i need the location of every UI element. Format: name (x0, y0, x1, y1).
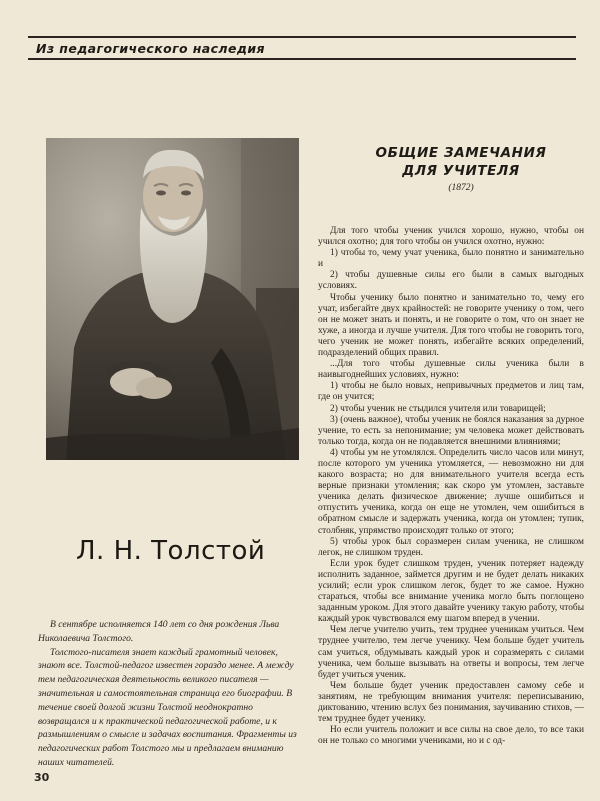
author-name: Л. Н. Толстой (76, 536, 266, 566)
article-paragraph: Чтобы ученику было понятно и занимательно то, чему его учат, избегайте двух крайностей: не говорите ученику о том, чего он не может знать и понять, и не говорите о том, что он знает не хуже, а иногда и лучше учителя. Для того чтобы не говорить того, чего ученик не может понять, избегайте всяких определений, подразделений общих правил. (318, 292, 584, 359)
header-rule-bottom (28, 58, 576, 60)
article-paragraph: Но если учитель положит и все силы на свое дело, то все таки он не только со многими учениками, но и с од- (318, 725, 584, 747)
article-paragraph: 3) (очень важное), чтобы ученик не боялся наказания за дурное учение, то есть за непонимание; ум человека может действовать только тогда, когда он не подавляется внешними влияниями; (318, 414, 584, 447)
article-title (318, 144, 600, 180)
article-title-line: ОБЩИЕ ЗАМЕЧАНИЯ (375, 145, 547, 161)
article-paragraph: Чем больше будет ученик предоставлен самому себе и занятиям, не требующим внимания учителя: переписыванию, диктованию, чтению вслух без понимания, заучиванию стихов, — тем труднее будет ученику. (318, 680, 584, 725)
intro-text (38, 618, 298, 770)
intro-paragraph: Толстого-писателя знает каждый грамотный человек, знают все. Толстой-педагог известен гораздо менее. А между тем педагогическая деятельность великого писателя — значительная и самостоятельная страница его биографии. В течение своей долгой жизни Толстой неоднократно возвращался и к практической педагогической работе, и к размышлениям о смысле и задачах воспитания. Фрагменты из педагогических работ Толстого мы и предлагаем вниманию наших читателей. (38, 646, 297, 768)
section-rubric: Из педагогического наследия (36, 41, 265, 56)
article-paragraph: 4) чтобы ум не утомлялся. Определить число часов или минут, после которого ум ученика утомляется, — невозможно ни для какого возраста; но для внимательного учителя всегда есть верные признаки утомления; как скоро ум утомлен, заставьте ученика делать физическое движение; лучше ошибиться и отпустить ученика, когда он еще не утомлен, чем ошибиться в обратном смысле и задержать ученика, когда он утомлен; тупик, столбняк, упрямство происходят только от этого; (318, 447, 584, 536)
article-year: (1872) (448, 183, 474, 193)
portrait-photo (46, 138, 299, 460)
article-paragraph: 2) чтобы ученик не стыдился учителя или товарищей; (330, 403, 546, 414)
page-number: 30 (34, 771, 50, 784)
article-paragraph: 5) чтобы урок был соразмерен силам ученика, не слишком легок, не слишком труден. (318, 536, 584, 558)
article-paragraph: 1) чтобы не было новых, непривычных предметов и лиц там, где он учится; (318, 381, 584, 403)
article-paragraph: ...Для того чтобы душевные силы ученика были в наивыгоднейших условиях, нужно: (318, 359, 584, 381)
article-paragraph: 1) чтобы то, чему учат ученика, было понятно и занимательно и (318, 248, 584, 270)
article-title-line: ДЛЯ УЧИТЕЛЯ (402, 163, 520, 179)
article-body (318, 226, 584, 747)
article-paragraph: 2) чтобы душевные силы его были в самых выгодных условиях. (318, 270, 584, 292)
article-paragraph: Для того чтобы ученик учился хорошо, нужно, чтобы он учился охотно; для того чтобы он учился охотно, нужно: (318, 226, 584, 248)
article-paragraph: Если урок будет слишком труден, ученик потеряет надежду исполнить заданное, займется другим и не будет делать никаких усилий; если урок слишком легок, будет то же самое. Нужно стараться, чтобы все внимание ученика могло быть поглощено заданным уроком. Для этого давайте ученику такую работу, чтобы каждый урок чувствовался ему шагом вперед в учении. (318, 558, 584, 625)
article-paragraph: Чем легче учителю учить, тем труднее ученикам учиться. Чем труднее учителю, тем легче ученику. Чем больше будет учитель сам учиться, обдумывать каждый урок и соразмерять с силами ученика, чем больше вызывать на ответы и вопросы, тем легче будет учиться ученик. (318, 625, 584, 680)
intro-paragraph: В сентябре исполняется 140 лет со дня рождения Льва Николаевича Толстого. (38, 619, 280, 644)
header-rule-top (28, 36, 576, 38)
portrait-illustration (46, 138, 299, 460)
